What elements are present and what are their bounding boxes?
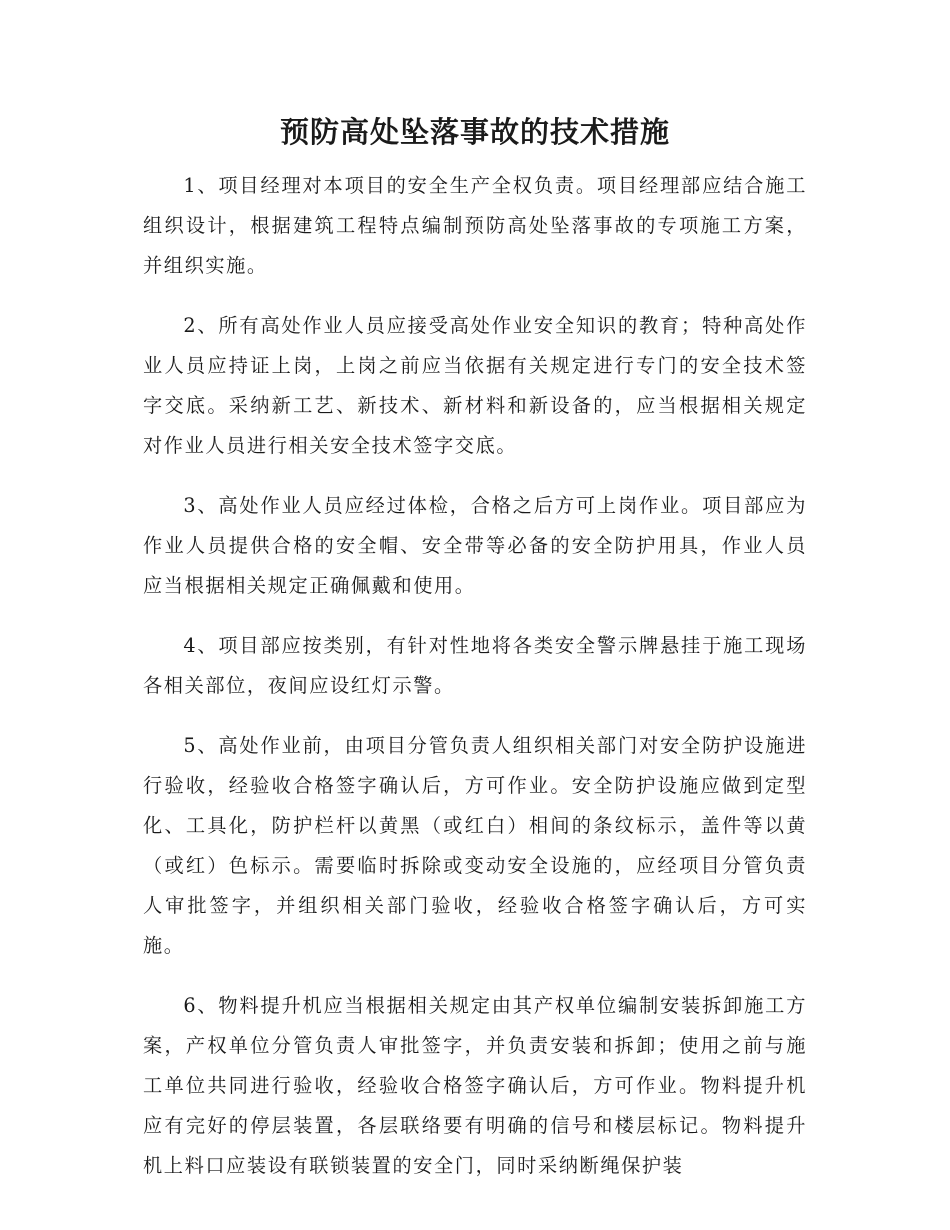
paragraph-6: 6、物料提升机应当根据相关规定由其产权单位编制安装拆卸施工方案，产权单位分管负责人审批签字，并负责安装和拆卸；使用之前与施工单位共同进行验收，经验收合格签字确认后，方可作业。物料提升机应有完好的停层装置，各层联络要有明确的信号和楼层标记。物料提升机上料口应装设有联锁装置的安全门，同时采纳断绳保护装 xyxy=(143,994,807,1177)
paragraph-1: 1、项目经理对本项目的安全生产全权负责。项目经理部应结合施工组织设计，根据建筑工程特点编制预防高处坠落事故的专项施工方案，并组织实施。 xyxy=(143,174,807,277)
paragraph-5: 5、高处作业前，由项目分管负责人组织相关部门对安全防护设施进行验收，经验收合格签字确认后，方可作业。安全防护设施应做到定型化、工具化，防护栏杆以黄黑（或红白）相间的条纹标示，盖件等以黄（或红）色标示。需要临时拆除或变动安全设施的，应经项目分管负责人审批签字，并组织相关部门验收，经验收合格签字确认后，方可实施。 xyxy=(143,734,807,957)
paragraph-2: 2、所有高处作业人员应接受高处作业安全知识的教育；特种高处作业人员应持证上岗，上岗之前应当依据有关规定进行专门的安全技术签字交底。采纳新工艺、新技术、新材料和新设备的，应当根据相关规定对作业人员进行相关安全技术签字交底。 xyxy=(143,314,807,457)
paragraph-4: 4、项目部应按类别，有针对性地将各类安全警示牌悬挂于施工现场各相关部位，夜间应设红灯示警。 xyxy=(143,634,807,697)
paragraph-3: 3、高处作业人员应经过体检，合格之后方可上岗作业。项目部应为作业人员提供合格的安全帽、安全带等必备的安全防护用具，作业人员应当根据相关规定正确佩戴和使用。 xyxy=(143,494,807,597)
document-body xyxy=(143,166,807,1206)
document-title: 预防高处坠落事故的技术措施 xyxy=(279,115,670,149)
